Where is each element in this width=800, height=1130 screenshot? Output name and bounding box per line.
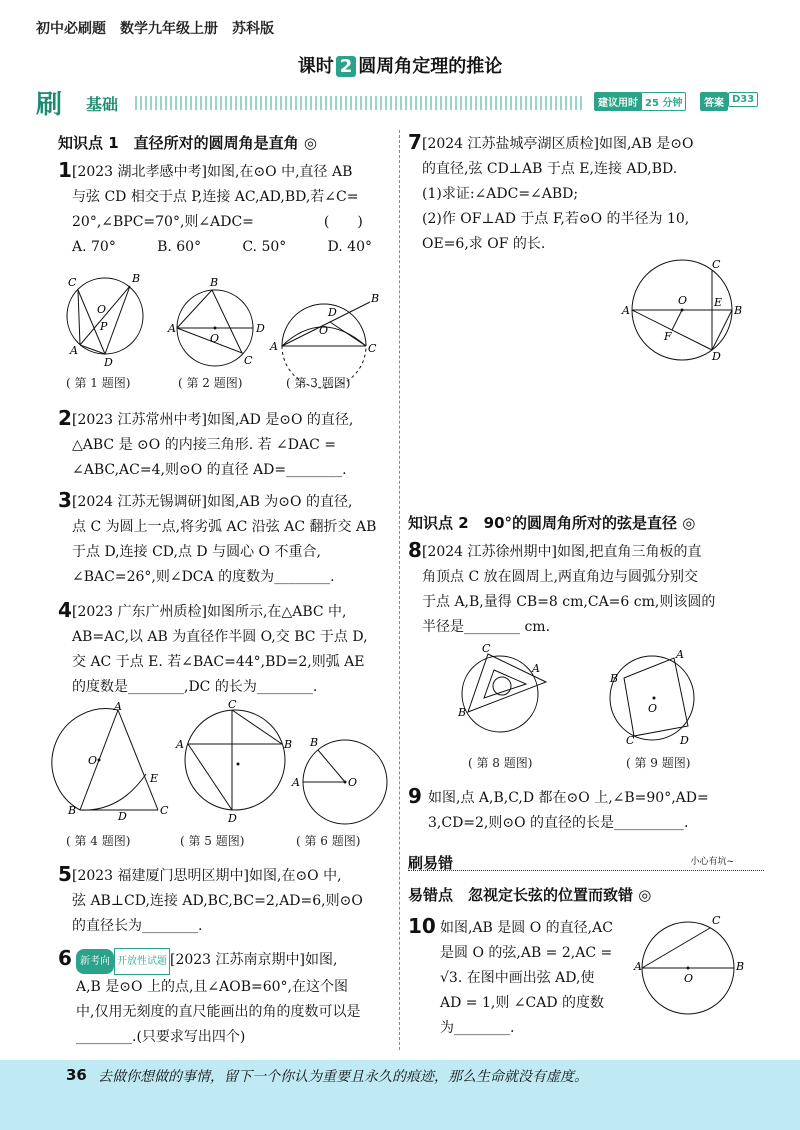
q4-text: [2023 广东广州质检]如图所示,在△ABC 中, AB=AC,以 AB 为直径作半圆 O,交 BC 于点 D, 交 AC 于点 E. 若∠BAC=44°,BD=2,则弧 AE 的度数是________,DC 的长为________. [72, 604, 368, 695]
section3-subtitle: 易错点 忽视定长弦的位置而致错 ◎ [408, 886, 652, 904]
svg-text:D: D [228, 812, 237, 825]
q4-number: 4 [58, 598, 72, 622]
svg-text:O: O [97, 303, 107, 316]
svg-text:F: F [664, 330, 672, 343]
caption-q8: ( 第 8 题图) [468, 756, 533, 770]
svg-text:C: C [228, 698, 237, 711]
lesson-number: 2 [336, 56, 357, 77]
target-icon: ◎ [303, 134, 317, 152]
caption-q5: ( 第 5 题图) [180, 834, 245, 848]
figure-q6 [291, 736, 387, 824]
tag-new: 新考向 [76, 949, 114, 974]
svg-text:A: A [634, 960, 642, 973]
svg-text:B: B [310, 736, 319, 749]
svg-text:B: B [734, 304, 743, 317]
q6-text: 新考向 开放性试题 [2023 江苏南京期中]如图, A,B 是⊙O 上的点,且∠AOB=60°,在这个图 中,仅用无刻度的直尺能画出的角的度数可以是 ________.(只要求写出四个) [76, 948, 396, 1050]
q1-number: 1 [58, 158, 72, 182]
section3-label: 刷易错 [408, 854, 454, 872]
svg-text:D: D [118, 810, 127, 823]
time-label: 建议用时 [594, 92, 642, 111]
q5-number: 5 [58, 862, 72, 886]
q7-number: 7 [408, 130, 422, 154]
svg-text:D: D [712, 350, 721, 363]
q9-text: 如图,点 A,B,C,D 都在⊙O 上,∠B=90°,AD= 3,CD=2,则⊙O 的直径的长是__________. [428, 790, 709, 831]
svg-text:C: C [712, 914, 721, 927]
target-icon: ◎ [638, 886, 652, 904]
page-number: 36 [66, 1066, 87, 1084]
svg-text:E: E [150, 772, 159, 785]
q2-number: 2 [58, 406, 72, 430]
svg-text:O: O [88, 754, 98, 767]
figure-q1 [67, 272, 143, 369]
figure-q2 [167, 276, 265, 367]
section1-title: 知识点 1 直径所对的圆周角是直角 ◎ [58, 134, 317, 152]
figure-q7 [620, 258, 750, 364]
q4-q6-figures [60, 698, 390, 825]
figure-q5 [175, 698, 292, 825]
svg-text:B: B [371, 292, 380, 305]
column-divider [399, 130, 400, 1050]
svg-text:C: C [712, 258, 721, 271]
figure-q9 [609, 648, 694, 747]
q5-text: [2023 福建厦门思明区期中]如图,在⊙O 中, 弦 AB⊥CD,连接 AD,BC,BC=2,AD=6,则⊙O 的直径长为________. [72, 868, 363, 934]
q8-q9-figures [450, 642, 750, 746]
q2-text: [2023 江苏常州中考]如图,AD 是⊙O 的直径, △ABC 是 ⊙O 的内接三角形. 若 ∠DAC = ∠ABC,AC=4,则⊙O 的直径 AD=________. [72, 412, 354, 478]
svg-text:A: A [622, 304, 630, 317]
q3-text: [2024 江苏无锡调研]如图,AB 为⊙O 的直径, 点 C 为圆上一点,将劣弧 AC 沿弦 AC 翻折交 AB 于点 D,连接 CD,点 D 与圆心 O 不重合, ∠BAC=26°,则∠DCA 的度数为________. [72, 494, 377, 585]
svg-text:A: A [270, 340, 278, 353]
q1-option-d: D. 40° [327, 239, 372, 255]
caption-q9: ( 第 9 题图) [626, 756, 691, 770]
svg-text:D: D [328, 306, 337, 319]
svg-text:A: A [532, 662, 540, 675]
q3-number: 3 [58, 488, 72, 512]
band-label: 基础 [86, 95, 119, 114]
figure-q10 [636, 912, 766, 1022]
svg-text:A: A [676, 648, 684, 661]
svg-text:C: C [482, 642, 491, 655]
q10-text: 如图,AB 是圆 O 的直径,AC 是圆 O 的弦,AB = 2,AC = √3. 在图中画出弦 AD,使 AD = 1,则 ∠CAD 的度数 为________. [440, 920, 613, 1036]
svg-text:B: B [736, 960, 745, 973]
q1-option-a: A. 70° [72, 239, 116, 255]
caption-q6: ( 第 6 题图) [296, 834, 361, 848]
svg-text:A: A [70, 344, 78, 357]
book-title: 初中必刷题 数学九年级上册 苏科版 [36, 21, 274, 37]
svg-text:C: C [160, 804, 169, 817]
tag-open: 开放性试题 [114, 948, 170, 975]
svg-text:C: C [68, 276, 77, 289]
caption-q3: ( 第 3 题图) [286, 376, 351, 390]
q1-text: [2023 湖北孝感中考]如图,在⊙O 中,直径 AB 与弦 CD 相交于点 P,连接 AC,AD,BD,若∠C= 20°,∠BPC=70°,则∠ADC= ( ) A. 70° B. 60° C. 50° D. 40° [72, 160, 392, 260]
svg-text:B: B [284, 738, 293, 751]
svg-text:O: O [319, 324, 329, 337]
lesson-title [0, 52, 800, 78]
footer-motto: 去做你想做的事情，留下一个你认为重要且永久的痕迹，那么生命就没有虚度。 [98, 1069, 588, 1085]
svg-text:A: A [168, 322, 176, 335]
svg-text:O: O [348, 776, 358, 789]
svg-text:C: C [626, 734, 635, 747]
q9-number: 9 [408, 784, 422, 808]
svg-text:B: B [458, 706, 467, 719]
svg-text:O: O [648, 702, 658, 715]
q1-q3-figures [60, 268, 390, 368]
svg-text:B: B [610, 672, 619, 685]
svg-text:E: E [714, 296, 723, 309]
svg-text:A: A [114, 700, 122, 713]
q1-option-b: B. 60° [157, 239, 202, 255]
band-stripes [135, 96, 585, 110]
target-icon: ◎ [682, 514, 696, 532]
svg-text:O: O [210, 332, 220, 345]
svg-text:A: A [292, 776, 300, 789]
q8-text: [2024 江苏徐州期中]如图,把直角三角板的直 角顶点 C 放在圆周上,两直角边与圆弧分别交 于点 A,B,量得 CB=8 cm,CA=6 cm,则该圆的 半径是________ cm. [422, 544, 716, 635]
figure-q8 [457, 642, 546, 732]
svg-text:D: D [104, 356, 113, 369]
q6-number: 6 [58, 946, 72, 970]
q7-text: [2024 江苏盐城亭湖区质检]如图,AB 是⊙O 的直径,弦 CD⊥AB 于点 E,连接 AD,BD. (1)求证:∠ADC=∠ABD; (2)作 OF⊥AD 于点 F,若⊙O 的半径为 10, OE=6,求 OF 的长. [422, 136, 694, 252]
section2-title: 知识点 2 90°的圆周角所对的弦是直径 ◎ [408, 514, 696, 532]
figure-q4 [52, 700, 169, 823]
caption-q1: ( 第 1 题图) [66, 376, 131, 390]
lesson-prefix: 课时 [297, 56, 334, 77]
q10-number: 10 [408, 914, 436, 938]
section3-deco: 小心有坑~ [690, 857, 734, 867]
svg-text:D: D [256, 322, 265, 335]
answer-label: 答案 [700, 92, 728, 111]
svg-text:C: C [244, 354, 253, 367]
svg-text:P: P [100, 320, 108, 333]
q8-number: 8 [408, 538, 422, 562]
caption-q4: ( 第 4 题图) [66, 834, 131, 848]
svg-text:O: O [678, 294, 688, 307]
svg-text:B: B [132, 272, 141, 285]
svg-text:D: D [680, 734, 689, 747]
svg-text:O: O [684, 972, 694, 985]
svg-text:C: C [368, 342, 377, 355]
answer-page: D33 [728, 92, 758, 107]
section3-bar [408, 852, 764, 871]
brand-shua: 刷 [36, 90, 63, 120]
svg-text:B: B [210, 276, 219, 289]
svg-text:A: A [176, 738, 184, 751]
lesson-name: 圆周角定理的推论 [358, 56, 503, 77]
q1-option-c: C. 50° [242, 239, 287, 255]
svg-text:B: B [68, 804, 77, 817]
time-value: 25 分钟 [641, 92, 686, 111]
caption-q2: ( 第 2 题图) [178, 376, 243, 390]
